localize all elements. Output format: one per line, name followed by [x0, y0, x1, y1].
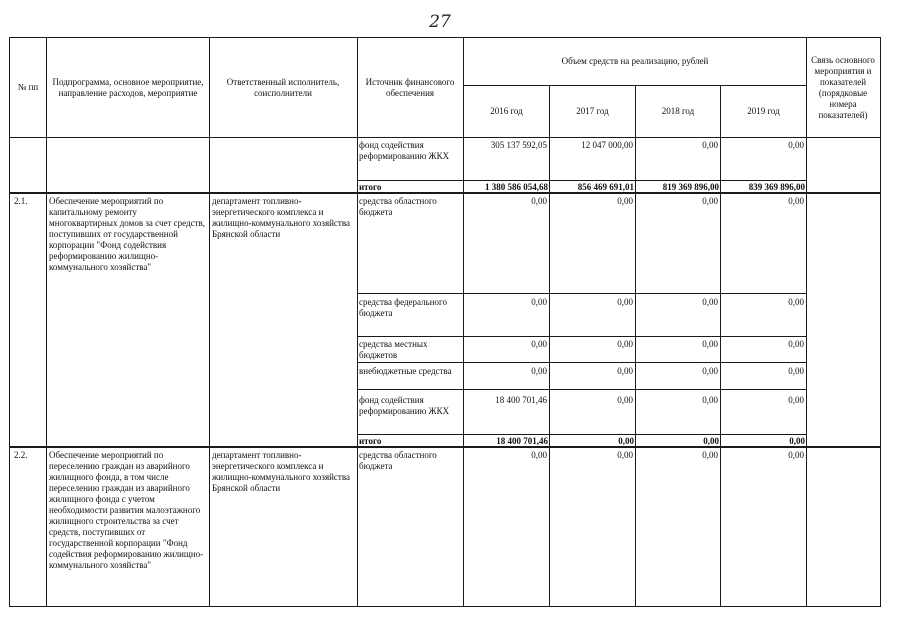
value-cell: 0,00: [702, 450, 718, 460]
section-number: 2.2.: [14, 450, 28, 460]
value-cell: 0,00: [788, 339, 804, 349]
header-program: Подпрограмма, основное мероприятие, направление расходов, мероприятие: [52, 76, 204, 98]
header-responsible: Ответственный исполнитель, соисполнители: [226, 76, 340, 98]
program-description: Обеспечение мероприятий по переселению граждан из аварийного жилищного фонда, в том числе переселению граждан из аварийного жилищного фонда с учетом необходимости развития малоэтажного жилищного строительства за счет средств, поступивших от государственной корпорации "Фонд содействия реформированию жилищно-коммунального хозяйства": [49, 450, 204, 570]
value-cell: 0,00: [702, 196, 718, 206]
source-cell: средства федерального бюджета: [359, 297, 447, 318]
value-cell: 0,00: [617, 395, 633, 405]
value-cell: 0,00: [531, 450, 547, 460]
source-total: итого: [359, 436, 382, 446]
value-cell: 0,00: [788, 450, 804, 460]
value-cell: 0,00: [702, 366, 718, 376]
header-link: Связь основного мероприятия и показателей (порядковые номера показателей): [811, 54, 875, 120]
source-cell: средства областного бюджета: [359, 450, 437, 471]
header-num: № пп: [17, 82, 39, 92]
value-cell: 18 400 701,46: [495, 395, 547, 405]
value-cell: 0,00: [702, 395, 718, 405]
value-cell: 0,00: [702, 140, 718, 150]
value-cell: 0,00: [617, 196, 633, 206]
header-year-2018: 2018 год: [661, 106, 695, 116]
value-cell: 0,00: [531, 297, 547, 307]
source-cell: средства областного бюджета: [359, 196, 437, 217]
value-cell: 0,00: [788, 395, 804, 405]
value-cell: 0,00: [788, 297, 804, 307]
value-cell: 0,00: [702, 297, 718, 307]
total-value: 819 369 896,00: [662, 182, 719, 192]
responsible-executor: департамент топливно-энергетического комплекса и жилищно-коммунального хозяйства Брянской области: [212, 450, 350, 493]
header-year-2019: 2019 год: [747, 106, 780, 116]
source-cell: внебюджетные средства: [359, 366, 452, 376]
header-amount-group: Объем средств на реализацию, рублей: [561, 56, 709, 66]
value-cell: 0,00: [531, 196, 547, 206]
header-source: Источник финансового обеспечения: [365, 76, 455, 98]
source-cell: фонд содействия реформированию ЖКХ: [359, 140, 450, 161]
total-value: 856 469 691,01: [577, 182, 634, 192]
value-cell: 0,00: [617, 297, 633, 307]
value-cell: 0,00: [617, 339, 633, 349]
source-cell: фонд содействия реформированию ЖКХ: [359, 395, 450, 416]
value-cell: 0,00: [617, 450, 633, 460]
value-cell: 0,00: [788, 366, 804, 376]
responsible-executor: департамент топливно-энергетического комплекса и жилищно-коммунального хозяйства Брянской области: [212, 196, 350, 239]
value-cell: 0,00: [788, 196, 804, 206]
value-cell: 0,00: [788, 140, 804, 150]
source-cell: средства местных бюджетов: [359, 339, 428, 360]
header-year-2017: 2017 год: [576, 106, 609, 116]
source-total: итого: [359, 182, 382, 192]
total-value: 18 400 701,46: [496, 436, 548, 446]
value-cell: 0,00: [531, 366, 547, 376]
value-cell: 0,00: [617, 366, 633, 376]
header-year-2016: 2016 год: [490, 106, 523, 116]
total-value: 0,00: [703, 436, 719, 446]
program-description: Обеспечение мероприятий по капитальному ремонту многоквартирных домов за счет средств, поступивших от государственной корпорации "Фонд содействия реформированию жилищно-коммунального хозяйства": [49, 196, 206, 272]
section-number: 2.1.: [14, 196, 28, 206]
total-value: 0,00: [789, 436, 805, 446]
value-cell: 0,00: [531, 339, 547, 349]
total-value: 1 380 586 054,68: [485, 182, 548, 192]
page-number: 27: [429, 12, 451, 32]
value-cell: 12 047 000,00: [581, 140, 633, 150]
total-value: 839 369 896,00: [748, 182, 805, 192]
value-cell: 305 137 592,05: [490, 140, 547, 150]
value-cell: 0,00: [702, 339, 718, 349]
total-value: 0,00: [618, 436, 634, 446]
